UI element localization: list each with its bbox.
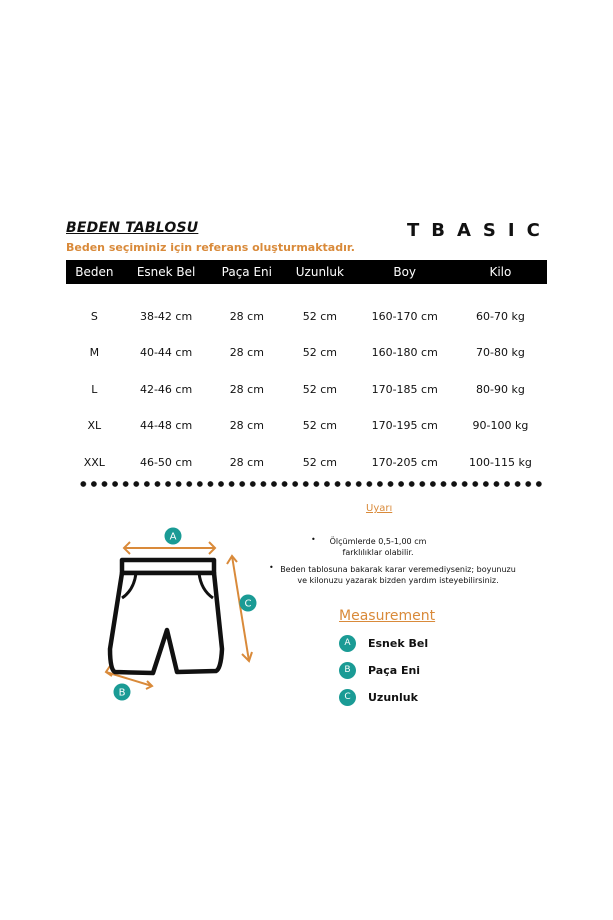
table-cell: 52 cm: [302, 455, 337, 469]
column-header: Kilo: [454, 260, 547, 284]
legend-item-hem: [339, 661, 420, 679]
table-cell: XL: [87, 419, 102, 433]
page-title: BEDEN TABLOSU: [66, 220, 199, 236]
table-cell: 44-48 cm: [139, 419, 193, 433]
table-cell: S: [90, 309, 98, 323]
table-cell: 46-50 cm: [139, 455, 193, 469]
table-cell: 90-100 kg: [472, 419, 529, 433]
table-header-row: [66, 260, 547, 284]
table-cell: 160-170 cm: [371, 309, 438, 323]
table-cell: 52 cm: [302, 419, 337, 433]
svg-text:A: A: [169, 531, 177, 543]
table-cell: 52 cm: [302, 309, 337, 323]
table-cell: 170-205 cm: [371, 455, 438, 469]
table-cell: 70-80 kg: [476, 346, 525, 360]
table-row: [66, 408, 547, 445]
table-row: [66, 335, 547, 372]
badge-b: [114, 684, 131, 701]
table-cell: 38-42 cm: [139, 309, 193, 323]
warning-title: Uyarı: [366, 503, 393, 514]
column-header: Paça Eni: [210, 260, 285, 284]
svg-text:C: C: [244, 598, 252, 610]
svg-text:B: B: [118, 687, 126, 699]
table-cell: 52 cm: [302, 382, 337, 396]
shorts-diagram-icon: [96, 524, 271, 704]
column-header: Beden: [66, 260, 123, 284]
table-cell: XXL: [83, 455, 105, 469]
dotted-divider: [78, 478, 543, 490]
table-cell: 28 cm: [229, 419, 264, 433]
column-header: Esnek Bel: [123, 260, 210, 284]
waist-measure-arrow: [124, 542, 215, 554]
table-cell: 80-90 kg: [476, 382, 525, 396]
note-bullet: •: [311, 535, 316, 544]
table-cell: 170-185 cm: [371, 382, 438, 396]
table-row: [66, 371, 547, 408]
size-table: [66, 260, 547, 481]
legend-label: Esnek Bel: [368, 636, 429, 650]
page-subtitle: Beden seçiminiz için referans oluşturmaktadır.: [66, 241, 355, 254]
table-row: [66, 284, 547, 335]
badge-a: [165, 528, 182, 545]
table-cell: 28 cm: [229, 309, 264, 323]
warning-note-1: Ölçümlerde 0,5-1,00 cm farklılıklar olabilir.: [329, 537, 427, 557]
shorts-outline: [110, 560, 222, 673]
legend-item-length: [339, 688, 418, 706]
table-cell: 28 cm: [229, 346, 264, 360]
table-cell: M: [89, 346, 100, 360]
measurement-title: Measurement: [339, 608, 436, 624]
legend-badge: A: [339, 635, 356, 652]
table-cell: 52 cm: [302, 346, 337, 360]
legend-badge: B: [339, 662, 356, 679]
table-cell: 28 cm: [229, 455, 264, 469]
table-cell: L: [91, 382, 98, 396]
table-cell: 170-195 cm: [371, 419, 438, 433]
column-header: Boy: [356, 260, 454, 284]
table-row: [66, 444, 547, 481]
legend-label: Uzunluk: [368, 690, 418, 704]
warning-note-2: Beden tablosuna bakarak karar veremediyseniz; boyunuzu ve kilonuzu yazarak bizden yardım isteyebilirsiniz.: [280, 565, 516, 585]
note-bullet: •: [269, 563, 274, 572]
table-cell: 100-115 kg: [469, 455, 532, 469]
table-cell: 60-70 kg: [476, 309, 525, 323]
legend-label: Paça Eni: [368, 663, 421, 677]
legend-badge: C: [339, 689, 356, 706]
table-cell: 40-44 cm: [139, 346, 193, 360]
table-cell: 42-46 cm: [139, 382, 193, 396]
legend-item-waist: [339, 634, 428, 652]
brand-logo: TBASIC: [407, 220, 552, 241]
table-cell: 160-180 cm: [371, 346, 438, 360]
table-cell: 28 cm: [229, 382, 264, 396]
column-header: Uzunluk: [284, 260, 355, 284]
badge-c: [240, 595, 257, 612]
